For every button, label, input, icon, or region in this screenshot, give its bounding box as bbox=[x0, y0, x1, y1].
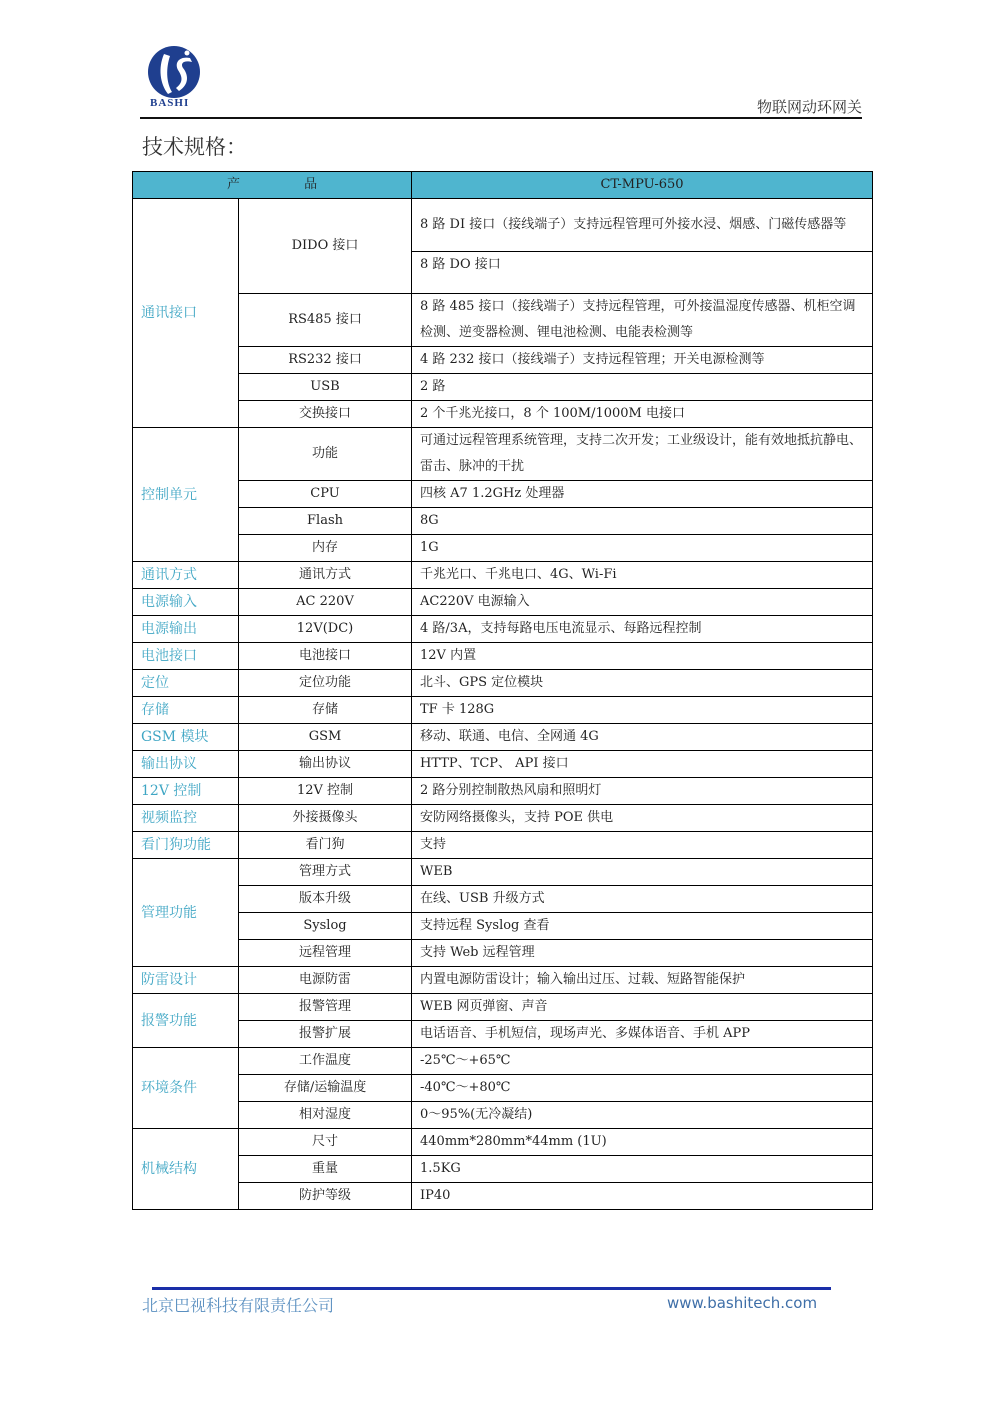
spec-table bbox=[132, 171, 873, 1210]
subcategory-cell: 存储 bbox=[239, 697, 412, 724]
category-cell: 环境条件 bbox=[133, 1048, 239, 1129]
table-row bbox=[133, 940, 873, 967]
subcategory-cell: 重量 bbox=[239, 1156, 412, 1183]
header-model: CT-MPU-650 bbox=[412, 172, 873, 199]
category-cell: 管理功能 bbox=[133, 859, 239, 967]
subcategory-cell: 12V(DC) bbox=[239, 616, 412, 643]
table-header-row bbox=[133, 172, 873, 199]
value-cell: 440mm*280mm*44mm (1U) bbox=[412, 1129, 873, 1156]
category-cell: 报警功能 bbox=[133, 994, 239, 1048]
value-cell: 8 路 DI 接口（接线端子）支持远程管理可外接水浸、烟感、门磁传感器等 bbox=[412, 199, 873, 252]
value-cell: 4 路 232 接口（接线端子）支持远程管理；开关电源检测等 bbox=[412, 347, 873, 374]
table-row bbox=[133, 294, 873, 347]
website-link[interactable]: www.bashitech.com bbox=[667, 1294, 818, 1312]
category-cell: 输出协议 bbox=[133, 751, 239, 778]
subcategory-cell: 定位功能 bbox=[239, 670, 412, 697]
table-row bbox=[133, 589, 873, 616]
subcategory-cell: 存储/运输温度 bbox=[239, 1075, 412, 1102]
value-cell: -25℃～+65℃ bbox=[412, 1048, 873, 1075]
value-cell: 支持远程 Syslog 查看 bbox=[412, 913, 873, 940]
subcategory-cell: 防护等级 bbox=[239, 1183, 412, 1210]
subcategory-cell: 远程管理 bbox=[239, 940, 412, 967]
subcategory-cell: RS485 接口 bbox=[239, 294, 412, 347]
table-row bbox=[133, 1129, 873, 1156]
value-cell: 内置电源防雷设计；输入输出过压、过载、短路智能保护 bbox=[412, 967, 873, 994]
value-cell: IP40 bbox=[412, 1183, 873, 1210]
subcategory-cell: RS232 接口 bbox=[239, 347, 412, 374]
table-row bbox=[133, 751, 873, 778]
value-cell: TF 卡 128G bbox=[412, 697, 873, 724]
value-cell: 2 个千兆光接口，8 个 100M/1000M 电接口 bbox=[412, 401, 873, 428]
table-row bbox=[133, 1183, 873, 1210]
table-row bbox=[133, 1075, 873, 1102]
value-cell: 北斗、GPS 定位模块 bbox=[412, 670, 873, 697]
subcategory-cell: 相对湿度 bbox=[239, 1102, 412, 1129]
table-row bbox=[133, 859, 873, 886]
value-cell: 支持 Web 远程管理 bbox=[412, 940, 873, 967]
category-cell: 12V 控制 bbox=[133, 778, 239, 805]
value-cell: 可通过远程管理系统管理，支持二次开发；工业级设计，能有效地抵抗静电、雷击、脉冲的干扰 bbox=[412, 428, 873, 481]
category-cell: 通讯方式 bbox=[133, 562, 239, 589]
category-cell: 防雷设计 bbox=[133, 967, 239, 994]
subcategory-cell: 版本升级 bbox=[239, 886, 412, 913]
category-cell: 机械结构 bbox=[133, 1129, 239, 1210]
table-row bbox=[133, 481, 873, 508]
subcategory-cell: CPU bbox=[239, 481, 412, 508]
subcategory-cell: 尺寸 bbox=[239, 1129, 412, 1156]
table-row bbox=[133, 805, 873, 832]
table-row bbox=[133, 428, 873, 481]
subcategory-cell: 通讯方式 bbox=[239, 562, 412, 589]
category-cell: 电源输入 bbox=[133, 589, 239, 616]
value-cell: 1.5KG bbox=[412, 1156, 873, 1183]
table-row bbox=[133, 778, 873, 805]
value-cell: 安防网络摄像头，支持 POE 供电 bbox=[412, 805, 873, 832]
table-row bbox=[133, 967, 873, 994]
table-row bbox=[133, 886, 873, 913]
subcategory-cell: 输出协议 bbox=[239, 751, 412, 778]
table-row bbox=[133, 994, 873, 1021]
table-row bbox=[133, 616, 873, 643]
value-cell: 8 路 DO 接口 bbox=[412, 252, 873, 294]
table-row bbox=[133, 832, 873, 859]
category-cell: 电池接口 bbox=[133, 643, 239, 670]
value-cell: 在线、USB 升级方式 bbox=[412, 886, 873, 913]
value-cell: 8G bbox=[412, 508, 873, 535]
subcategory-cell: GSM bbox=[239, 724, 412, 751]
subcategory-cell: 功能 bbox=[239, 428, 412, 481]
subcategory-cell: 电源防雷 bbox=[239, 967, 412, 994]
table-row bbox=[133, 508, 873, 535]
category-cell: 视频监控 bbox=[133, 805, 239, 832]
category-cell: 电源输出 bbox=[133, 616, 239, 643]
subcategory-cell: 电池接口 bbox=[239, 643, 412, 670]
value-cell: 1G bbox=[412, 535, 873, 562]
value-cell: 移动、联通、电信、全网通 4G bbox=[412, 724, 873, 751]
subcategory-cell: 管理方式 bbox=[239, 859, 412, 886]
value-cell: 支持 bbox=[412, 832, 873, 859]
table-row bbox=[133, 643, 873, 670]
subcategory-cell: 交换接口 bbox=[239, 401, 412, 428]
subcategory-cell: AC 220V bbox=[239, 589, 412, 616]
category-cell: 控制单元 bbox=[133, 428, 239, 562]
header-product-label: 产 品 bbox=[133, 172, 412, 199]
category-cell: 通讯接口 bbox=[133, 199, 239, 428]
value-cell: WEB 网页弹窗、声音 bbox=[412, 994, 873, 1021]
table-row bbox=[133, 724, 873, 751]
table-row bbox=[133, 562, 873, 589]
value-cell: 电话语音、手机短信，现场声光、多媒体语音、手机 APP bbox=[412, 1021, 873, 1048]
value-cell: 四核 A7 1.2GHz 处理器 bbox=[412, 481, 873, 508]
table-row bbox=[133, 1048, 873, 1075]
table-row bbox=[133, 401, 873, 428]
value-cell: 2 路分别控制散热风扇和照明灯 bbox=[412, 778, 873, 805]
category-cell: 看门狗功能 bbox=[133, 832, 239, 859]
subcategory-cell: 工作温度 bbox=[239, 1048, 412, 1075]
value-cell: 8 路 485 接口（接线端子）支持远程管理，可外接温湿度传感器、机柜空调检测、逆变器检测、锂电池检测、电能表检测等 bbox=[412, 294, 873, 347]
value-cell: WEB bbox=[412, 859, 873, 886]
table-row bbox=[133, 199, 873, 252]
table-row bbox=[133, 374, 873, 401]
company-name: 北京巴视科技有限责任公司 bbox=[142, 1296, 335, 1315]
subcategory-cell: DIDO 接口 bbox=[239, 199, 412, 294]
value-cell: 千兆光口、千兆电口、4G、Wi-Fi bbox=[412, 562, 873, 589]
subcategory-cell: USB bbox=[239, 374, 412, 401]
subcategory-cell: 报警管理 bbox=[239, 994, 412, 1021]
category-cell: 定位 bbox=[133, 670, 239, 697]
header-divider bbox=[140, 117, 862, 119]
value-cell: 4 路/3A，支持每路电压电流显示、每路远程控制 bbox=[412, 616, 873, 643]
table-row bbox=[133, 913, 873, 940]
subcategory-cell: Flash bbox=[239, 508, 412, 535]
subcategory-cell: 外接摄像头 bbox=[239, 805, 412, 832]
table-row bbox=[133, 1102, 873, 1129]
document-title: 物联网动环网关 bbox=[756, 98, 862, 116]
table-row bbox=[133, 697, 873, 724]
subcategory-cell: 内存 bbox=[239, 535, 412, 562]
subcategory-cell: 12V 控制 bbox=[239, 778, 412, 805]
logo-text: BASHI bbox=[150, 97, 190, 109]
category-cell: 存储 bbox=[133, 697, 239, 724]
section-title: 技术规格： bbox=[142, 135, 247, 159]
value-cell: 2 路 bbox=[412, 374, 873, 401]
subcategory-cell: 看门狗 bbox=[239, 832, 412, 859]
value-cell: -40℃～+80℃ bbox=[412, 1075, 873, 1102]
subcategory-cell: 报警扩展 bbox=[239, 1021, 412, 1048]
table-row bbox=[133, 670, 873, 697]
value-cell: 0～95%(无冷凝结) bbox=[412, 1102, 873, 1129]
table-row bbox=[133, 347, 873, 374]
category-cell: GSM 模块 bbox=[133, 724, 239, 751]
table-row bbox=[133, 1156, 873, 1183]
value-cell: HTTP、TCP、 API 接口 bbox=[412, 751, 873, 778]
value-cell: 12V 内置 bbox=[412, 643, 873, 670]
table-row bbox=[133, 1021, 873, 1048]
footer-divider bbox=[152, 1287, 831, 1290]
subcategory-cell: Syslog bbox=[239, 913, 412, 940]
table-row bbox=[133, 535, 873, 562]
value-cell: AC220V 电源输入 bbox=[412, 589, 873, 616]
